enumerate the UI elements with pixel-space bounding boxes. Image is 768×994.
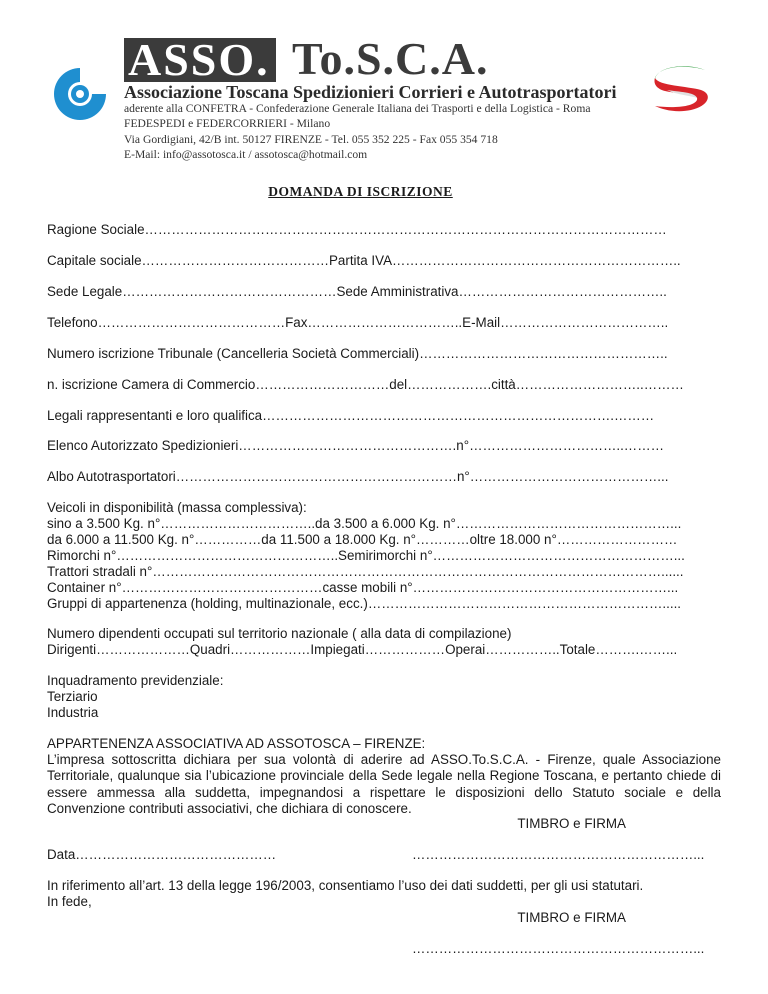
field-vehicles-3500-6000[interactable]: sino a 3.500 Kg. n°……………………………..da 3.500 a 6.000 Kg. n°…………………………………………...	[47, 516, 682, 531]
field-date[interactable]: Data………………………………………	[47, 847, 277, 862]
association-name: Associazione Toscana Spedizionieri Corrieri e Autotrasportatori	[124, 82, 617, 102]
field-albo-autotrasportatori[interactable]: Albo Autotrasportatori………………………………………………………n°……………………………………...	[47, 469, 669, 484]
field-rimorchi[interactable]: Rimorchi n°…………………………………………..Semirimorchi n°………………………………………………...	[47, 548, 685, 563]
social-security-heading: Inquadramento previdenziale:	[47, 673, 224, 688]
header-line-address: Via Gordigiani, 42/B int. 50127 FIRENZE - Tel. 055 352 225 - Fax 055 354 718	[124, 133, 498, 146]
option-terziario[interactable]: Terziario	[47, 689, 98, 704]
field-elenco-spedizionieri[interactable]: Elenco Autorizzato Spedizionieri………………………………………….n°……………………………..………	[47, 438, 664, 453]
option-industria[interactable]: Industria	[47, 705, 99, 720]
assotosca-logo-icon	[52, 66, 108, 122]
field-vehicles-6000-18000[interactable]: da 6.000 a 11.500 Kg. n°……………da 11.500 a 18.000 Kg. n°…………oltre 18.000 n°………………………	[47, 532, 678, 547]
privacy-consent-text: In riferimento all’art. 13 della legge 196/2003, consentiamo l’uso dei dati suddetti, per gli usi statutari.	[47, 878, 644, 893]
header-line-confetra: aderente alla CONFETRA - Confederazione Generale Italiana dei Trasporti e della Logistica - Roma	[124, 102, 591, 115]
field-sede-legale-amministrativa[interactable]: Sede Legale…………………………………………Sede Amministrativa………………………………………..	[47, 284, 667, 299]
header-line-email: E-Mail: info@assotosca.it / assotosca@hotmail.com	[124, 148, 368, 161]
brand-tosca: To.S.C.A.	[292, 33, 489, 84]
membership-declaration: L’impresa sottoscritta dichiara per sua volontà di aderire ad ASSO.To.S.C.A. - Firenze, quale Associazione Territoriale, qualunque sia l’ubicazione provinciale della Sede legale nella Regione Toscana, e pertanto chiede di essere ammessa alla suddetta, impegnandosi a rispettare le disposizioni dello Statuto sociale e della Convenzione contributi associativi, che dichiara di conoscere.	[47, 752, 721, 817]
form-title: DOMANDA DI ISCRIZIONE	[268, 184, 453, 199]
field-employees-breakdown[interactable]: Dirigenti…………………Quadri………………Impiegati………………Operai……………..Totale……….……...	[47, 642, 678, 657]
field-camera-commercio[interactable]: n. iscrizione Camera di Commercio…………………………del……………….città………………………..………	[47, 377, 684, 392]
tricolor-s-logo-icon	[647, 64, 717, 114]
header-line-fedespedi: FEDESPEDI e FEDERCORRIERI - Milano	[124, 117, 331, 130]
vehicles-heading: Veicoli in disponibilità (massa complessiva):	[47, 500, 307, 515]
field-gruppi-appartenenza[interactable]: Gruppi di appartenenza (holding, multinazionale, ecc.)………………………………………………………….....	[47, 596, 682, 611]
field-telefono-fax-email[interactable]: Telefono……………………………………Fax……………………………..E-Mail………………………………..	[47, 315, 669, 330]
membership-heading: APPARTENENZA ASSOCIATIVA AD ASSOTOSCA – FIRENZE:	[47, 736, 426, 751]
field-ragione-sociale[interactable]: Ragione Sociale………………………………………………………………………………………………………	[47, 222, 667, 237]
privacy-stamp-signature-label: TIMBRO e FIRMA	[517, 910, 626, 925]
employees-heading: Numero dipendenti occupati sul territorio nazionale ( alla data di compilazione)	[47, 626, 512, 641]
field-privacy-signature[interactable]: ………………………………………………………...	[412, 941, 705, 956]
in-fede-text: In fede,	[47, 894, 92, 909]
field-container[interactable]: Container n°………………………………………casse mobili n°…………………………………………………...	[47, 580, 679, 595]
field-iscrizione-tribunale[interactable]: Numero iscrizione Tribunale (Cancelleria Società Commerciali)………………………………………………..	[47, 346, 668, 361]
brand-asso: ASSO.	[124, 38, 276, 82]
field-trattori-stradali[interactable]: Trattori stradali n°……………………………………………………………………………………………………......	[47, 564, 684, 579]
stamp-signature-label: TIMBRO e FIRMA	[517, 816, 626, 831]
field-capitale-partita-iva[interactable]: Capitale sociale……………………………………Partita IVA………………………………………………………..	[47, 253, 681, 268]
field-signature[interactable]: ………………………………………………………...	[412, 847, 705, 862]
field-legali-rappresentanti[interactable]: Legali rappresentanti e loro qualifica…………………………………………………………………….………	[47, 408, 655, 423]
